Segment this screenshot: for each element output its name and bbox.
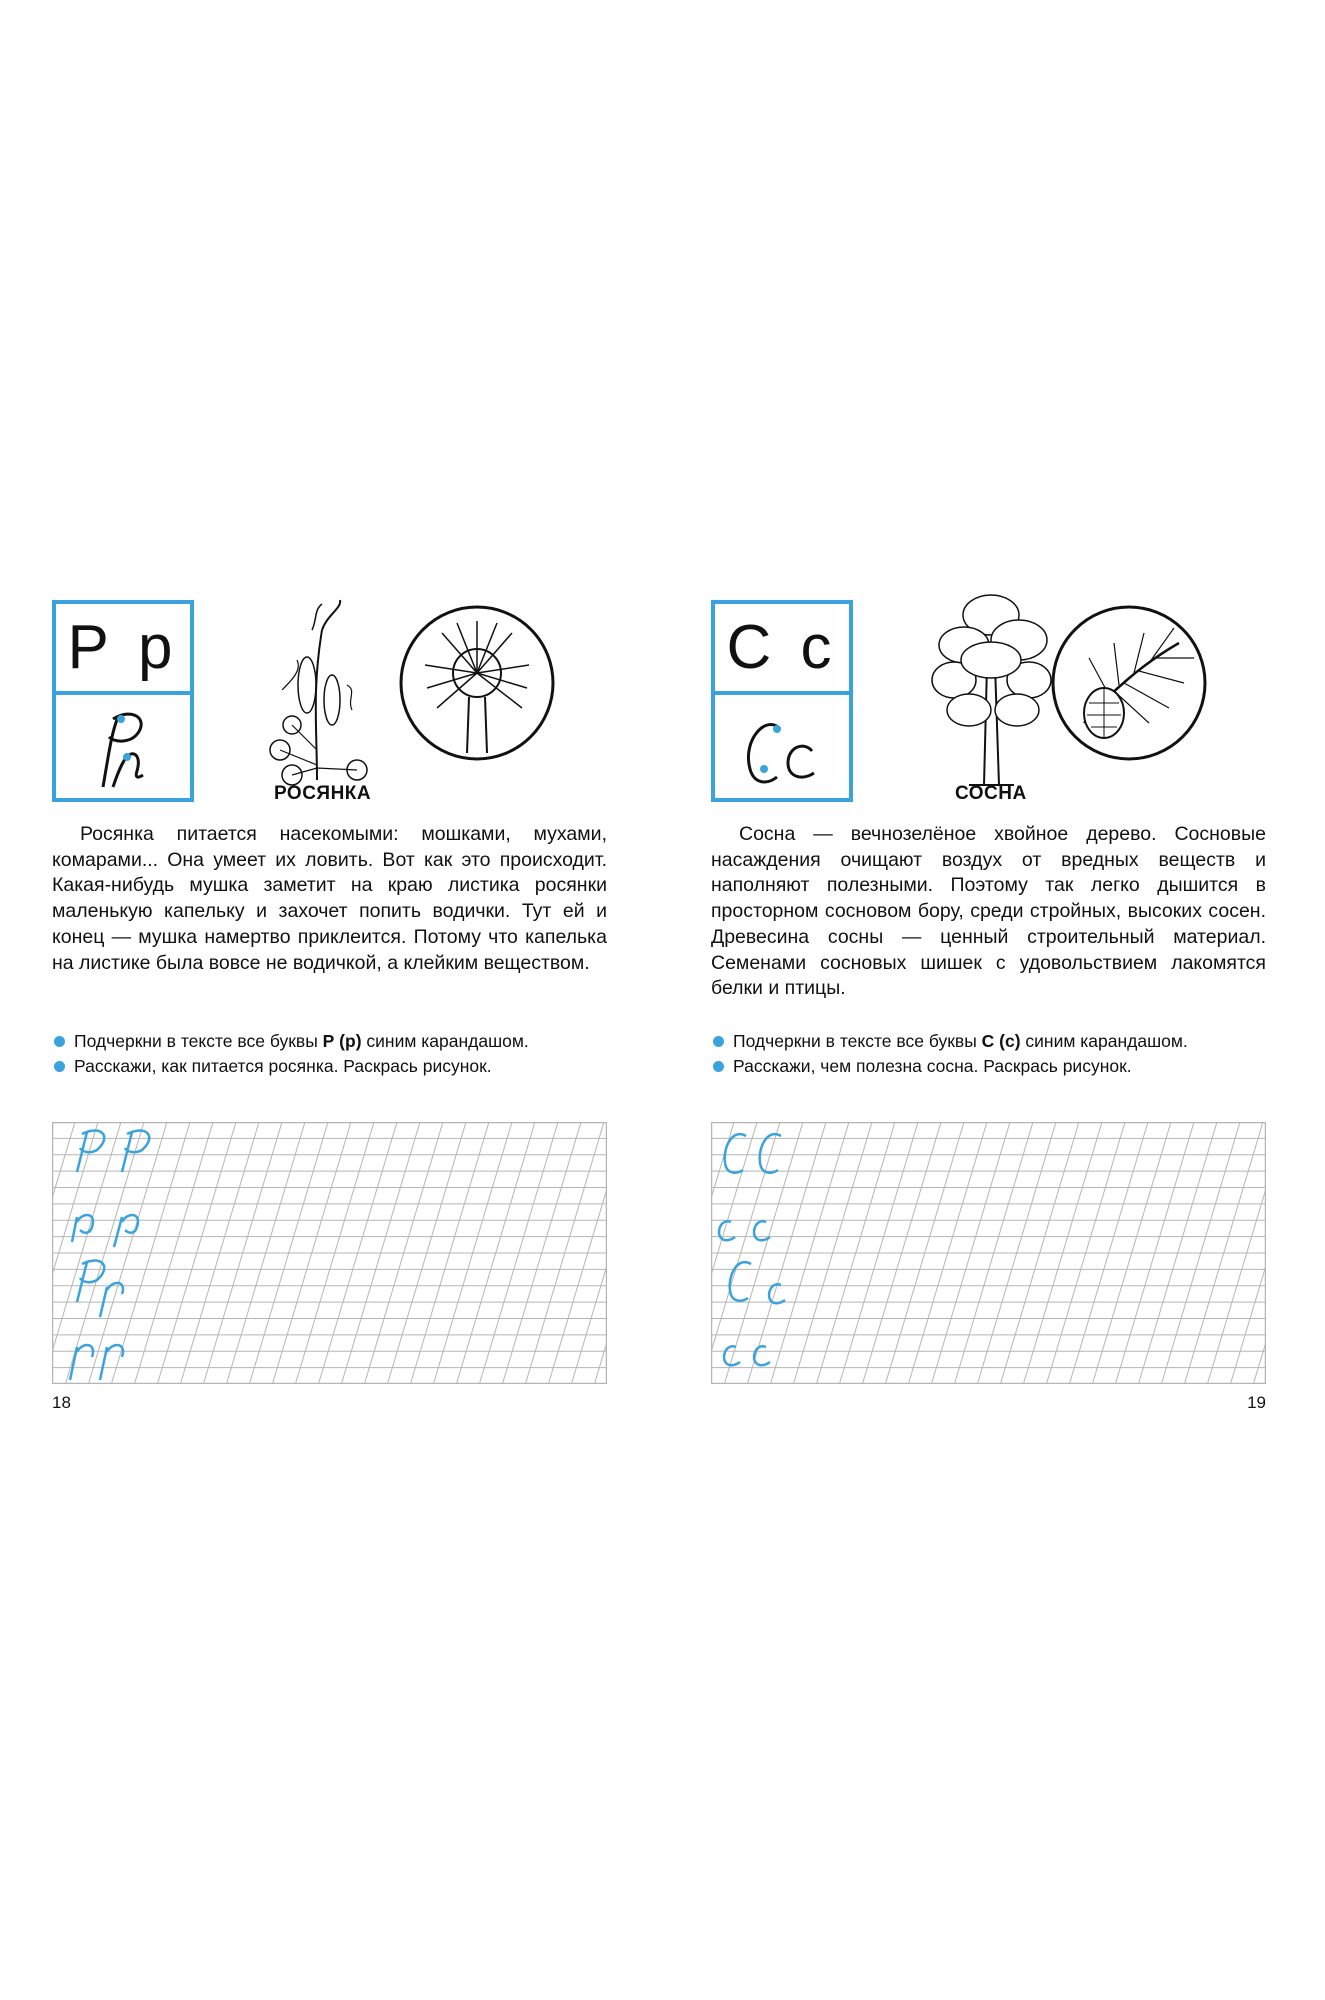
pine-branch-closeup-illustration [1049,603,1209,763]
illustration-caption: СОСНА [955,783,1027,804]
cursive-samples-r-icon [52,1122,607,1384]
cursive-samples-s-icon [711,1122,1266,1384]
body-text: Сосна — вечнозелёное хвойное дерево. Сосновые насаждения очищают воздух от вредных веществ и наполняют полезными. Поэтому так легко дышится в просторном сосновом бору, среди стройных, высоких сосен. Древесина сосны — ценный строительный материал. Семенами сосновых шишек с удовольствием лакомятся белки и птицы. [711,823,1266,1000]
page-number: 18 [52,1393,71,1412]
script-letter-s-icon [715,695,849,802]
print-letter: Р р [56,604,190,695]
task-list [711,1030,1266,1080]
body-text: Росянка питается насекомыми: мошками, мухами, комарами... Она умеет их ловить. Вот как это происходит. Какая-нибудь мушка заметит на краю листика росянки маленькую капельку и захочет попить водички. Тут ей и конец — мушка намертво приклеится. Потому что капелька на листике была вовсе не водичкой, а клейким веществом. [52,823,607,974]
letter-card-s [711,600,853,802]
sundew-plant-illustration [262,590,377,790]
letter-card-r [52,600,194,802]
page-number: 19 [1247,1393,1266,1412]
pine-tree-illustration [929,585,1054,790]
illustration-caption: РОСЯНКА [274,783,372,804]
task-item: Расскажи, как питается росянка. Раскрась рисунок. [52,1055,607,1077]
bullet-icon [54,1061,65,1072]
task-item: Подчеркни в тексте все буквы Р (р) синим карандашом. [52,1030,607,1052]
bullet-icon [713,1061,724,1072]
bullet-icon [54,1036,65,1047]
task-list [52,1030,607,1080]
task-item: Расскажи, чем полезна сосна. Раскрась рисунок. [711,1055,1266,1077]
task-item: Подчеркни в тексте все буквы С (с) синим карандашом. [711,1030,1266,1052]
sundew-leaf-closeup-illustration [397,603,557,763]
print-letter: С с [715,604,849,695]
script-letter-r-icon [56,695,190,802]
bullet-icon [713,1036,724,1047]
